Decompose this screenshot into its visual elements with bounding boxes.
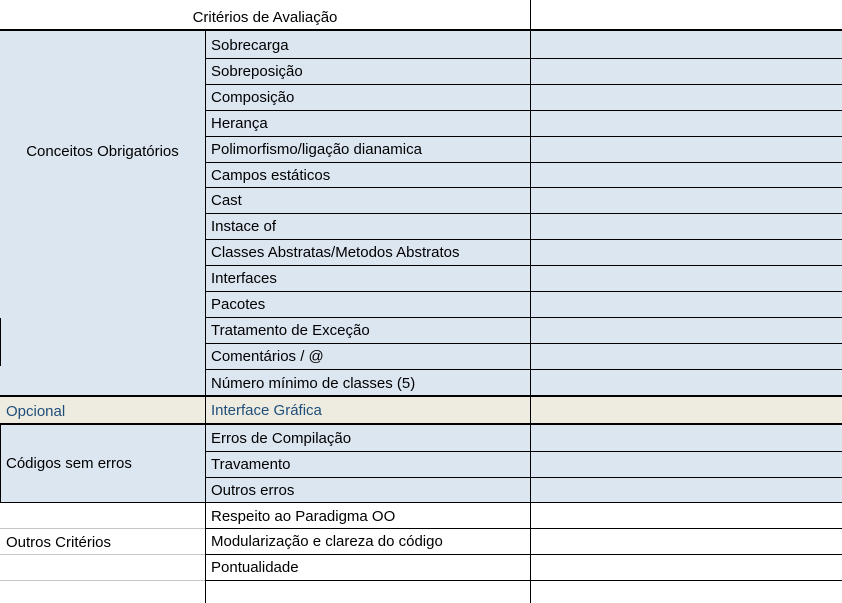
grid-line <box>205 239 842 240</box>
grid-line <box>205 187 842 188</box>
grid-line <box>205 265 842 266</box>
grid-line <box>205 110 842 111</box>
grid-line <box>205 477 842 478</box>
criterion-cell: Comentários / @ <box>211 348 324 365</box>
criterion-cell: Erros de Compilação <box>211 430 352 447</box>
grid-line <box>530 0 531 603</box>
criterion-cell: Polimorfismo/ligação dianamica <box>211 141 422 158</box>
criterion-cell: Campos estáticos <box>211 167 331 184</box>
grid-line <box>205 580 842 581</box>
group-label-opcional: Opcional <box>6 402 66 420</box>
page-title: Critérios de Avaliação <box>192 8 338 26</box>
criterion-cell: Modularização e clareza do código <box>211 533 443 550</box>
criterion-cell: Respeito ao Paradigma OO <box>211 508 396 525</box>
grid-line <box>205 84 842 85</box>
criterion-cell: Composição <box>211 89 295 106</box>
criterion-cell: Pacotes <box>211 296 266 313</box>
grid-line <box>0 502 842 503</box>
criterion-cell: Herança <box>211 115 268 132</box>
criterion-cell: Tratamento de Exceção <box>211 322 370 339</box>
criterion-cell: Sobrecarga <box>211 37 289 54</box>
grid-line <box>0 395 842 397</box>
grid-line <box>205 291 842 292</box>
criterion-cell: Interfaces <box>211 270 277 287</box>
criterion-cell: Classes Abstratas/Metodos Abstratos <box>211 244 460 261</box>
grid-line <box>0 528 205 529</box>
grid-line <box>0 580 205 581</box>
grid-line <box>205 451 842 452</box>
grid-line <box>205 213 842 214</box>
criterion-cell: Sobreposição <box>211 63 303 80</box>
grid-line <box>205 162 842 163</box>
grid-line <box>0 29 842 31</box>
grid-line <box>0 554 205 555</box>
grid-line <box>205 369 842 370</box>
grid-line <box>0 424 1 503</box>
group-label-conceitos: Conceitos Obrigatórios <box>26 142 179 160</box>
criterion-cell: Interface Gráfica <box>211 401 322 419</box>
grid-line <box>205 528 842 529</box>
grid-line <box>0 423 842 425</box>
criterion-cell: Outros erros <box>211 482 295 499</box>
group-label-outros: Outros Critérios <box>6 533 112 551</box>
group-label-codigos: Códigos sem erros <box>6 455 132 472</box>
grid-line <box>205 136 842 137</box>
criterion-cell: Travamento <box>211 456 291 473</box>
grid-line <box>205 317 842 318</box>
criterion-cell: Cast <box>211 192 242 209</box>
criterion-cell: Instace of <box>211 218 277 235</box>
criterion-cell: Número mínimo de classes (5) <box>211 374 416 392</box>
grid-line <box>0 318 1 366</box>
grid-line <box>205 554 842 555</box>
criterion-cell: Pontualidade <box>211 559 299 576</box>
grid-line <box>205 343 842 344</box>
grid-line <box>205 58 842 59</box>
